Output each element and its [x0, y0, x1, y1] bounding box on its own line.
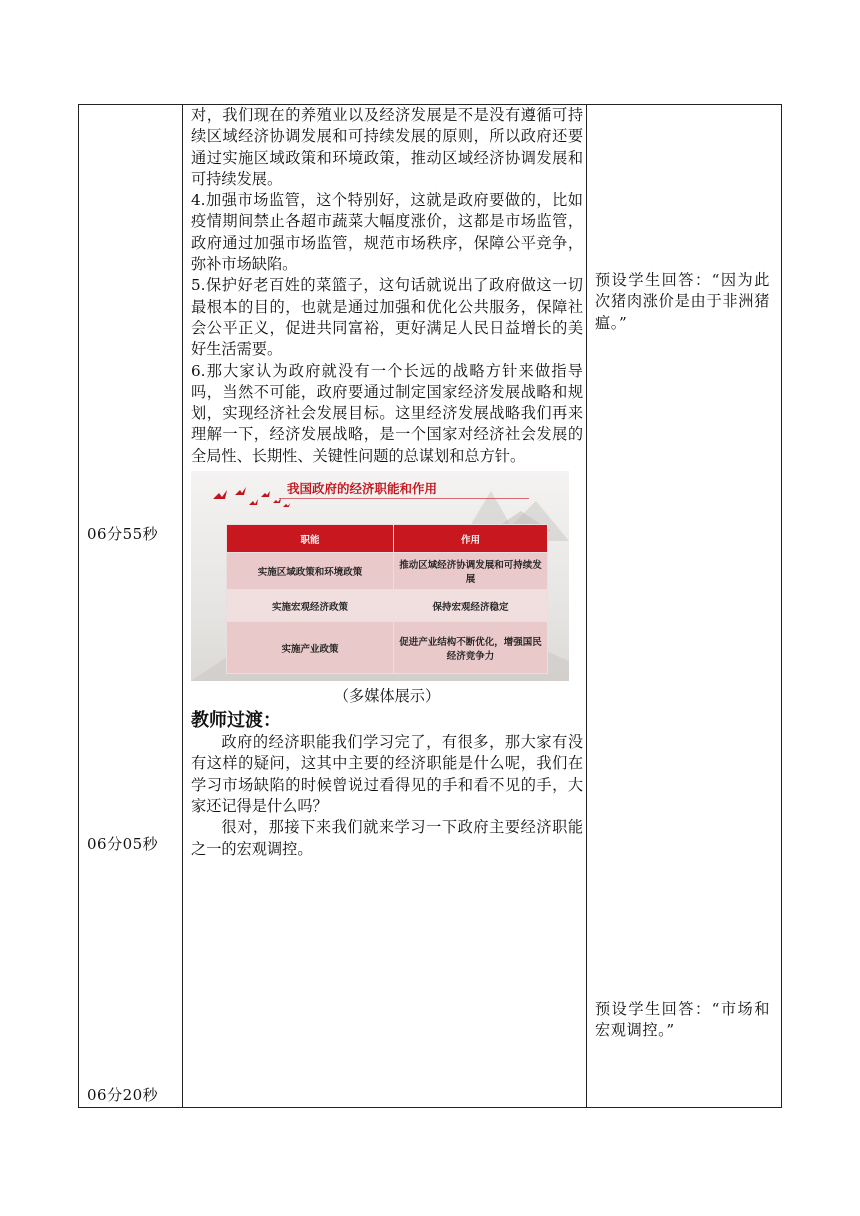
timestamp: 06分20秒	[87, 1086, 159, 1104]
column-divider	[586, 105, 587, 1107]
slide-title-underline	[279, 498, 529, 499]
lesson-table	[78, 104, 782, 1108]
paragraph: 很对，那接下来我们就来学习一下政府主要经济职能之一的宏观调控。	[191, 818, 583, 858]
slide-cell: 实施产业政策	[227, 622, 394, 674]
student-response: 预设学生回答：“因为此次猪肉涨价是由于非洲猪瘟。”	[595, 271, 770, 332]
paragraph: 6.那大家认为政府就没有一个长远的战略方针来做指导吗，当然不可能，政府要通过制定国家经济发展战略和规划，实现经济社会发展目标。这里经济发展战略我们再来理解一下，经济发展战略，是一个国家对经济社会发展的全局性、长期性、关键性问题的总谋划和总方针。	[191, 361, 583, 465]
slide-cell: 促进产业结构不断优化，增强国民经济竞争力	[394, 622, 548, 674]
slide-cell: 实施宏观经济政策	[227, 590, 394, 622]
time-column	[79, 105, 183, 1107]
student-response-column	[595, 105, 775, 1107]
section-heading: 教师过渡：	[191, 710, 281, 732]
slide-header-role: 作用	[394, 525, 548, 553]
slide-cell: 保持宏观经济稳定	[394, 590, 548, 622]
slide-cell: 实施区域政策和环境政策	[227, 553, 394, 590]
slide-cell: 推动区域经济协调发展和可持续发展	[394, 553, 548, 590]
slide-table	[226, 524, 548, 674]
slide-title: 我国政府的经济职能和作用	[287, 481, 438, 497]
multimedia-slide	[191, 471, 569, 681]
timestamp: 06分55秒	[87, 525, 159, 543]
paragraph: 4.加强市场监管，这个特别好，这就是政府要做的，比如疫情期间禁止各超市蔬菜大幅度涨价，这都是市场监管，政府通过加强市场监管，规范市场秩序，保障公平竞争，弥补市场缺陷。	[191, 191, 583, 274]
timestamp: 06分05秒	[87, 835, 159, 853]
slide-caption: （多媒体展示）	[333, 687, 441, 706]
paragraph: 政府的经济职能我们学习完了，有很多，那大家有没有这样的疑问，这其中主要的经济职能是什么呢，我们在学习市场缺陷的时候曾说过看得见的手和看不见的手，大家还记得是什么吗？	[191, 733, 583, 815]
teacher-content	[191, 105, 583, 860]
slide-header-function: 职能	[227, 525, 394, 553]
paragraph: 5.保护好老百姓的菜篮子，这句话就说出了政府做这一切最根本的目的，也就是通过加强和优化公共服务，保障社会公平正义，促进共同富裕，更好满足人民日益增长的美好生活需要。	[191, 276, 583, 359]
paragraph: 对，我们现在的养殖业以及经济发展是不是没有遵循可持续区域经济协调发展和可持续发展的原则，所以政府还要通过实施区域政策和环境政策，推动区域经济协调发展和可持续发展。	[191, 106, 583, 188]
student-response: 预设学生回答：“市场和宏观调控。”	[595, 1000, 770, 1040]
birds-decoration-icon	[209, 477, 299, 517]
